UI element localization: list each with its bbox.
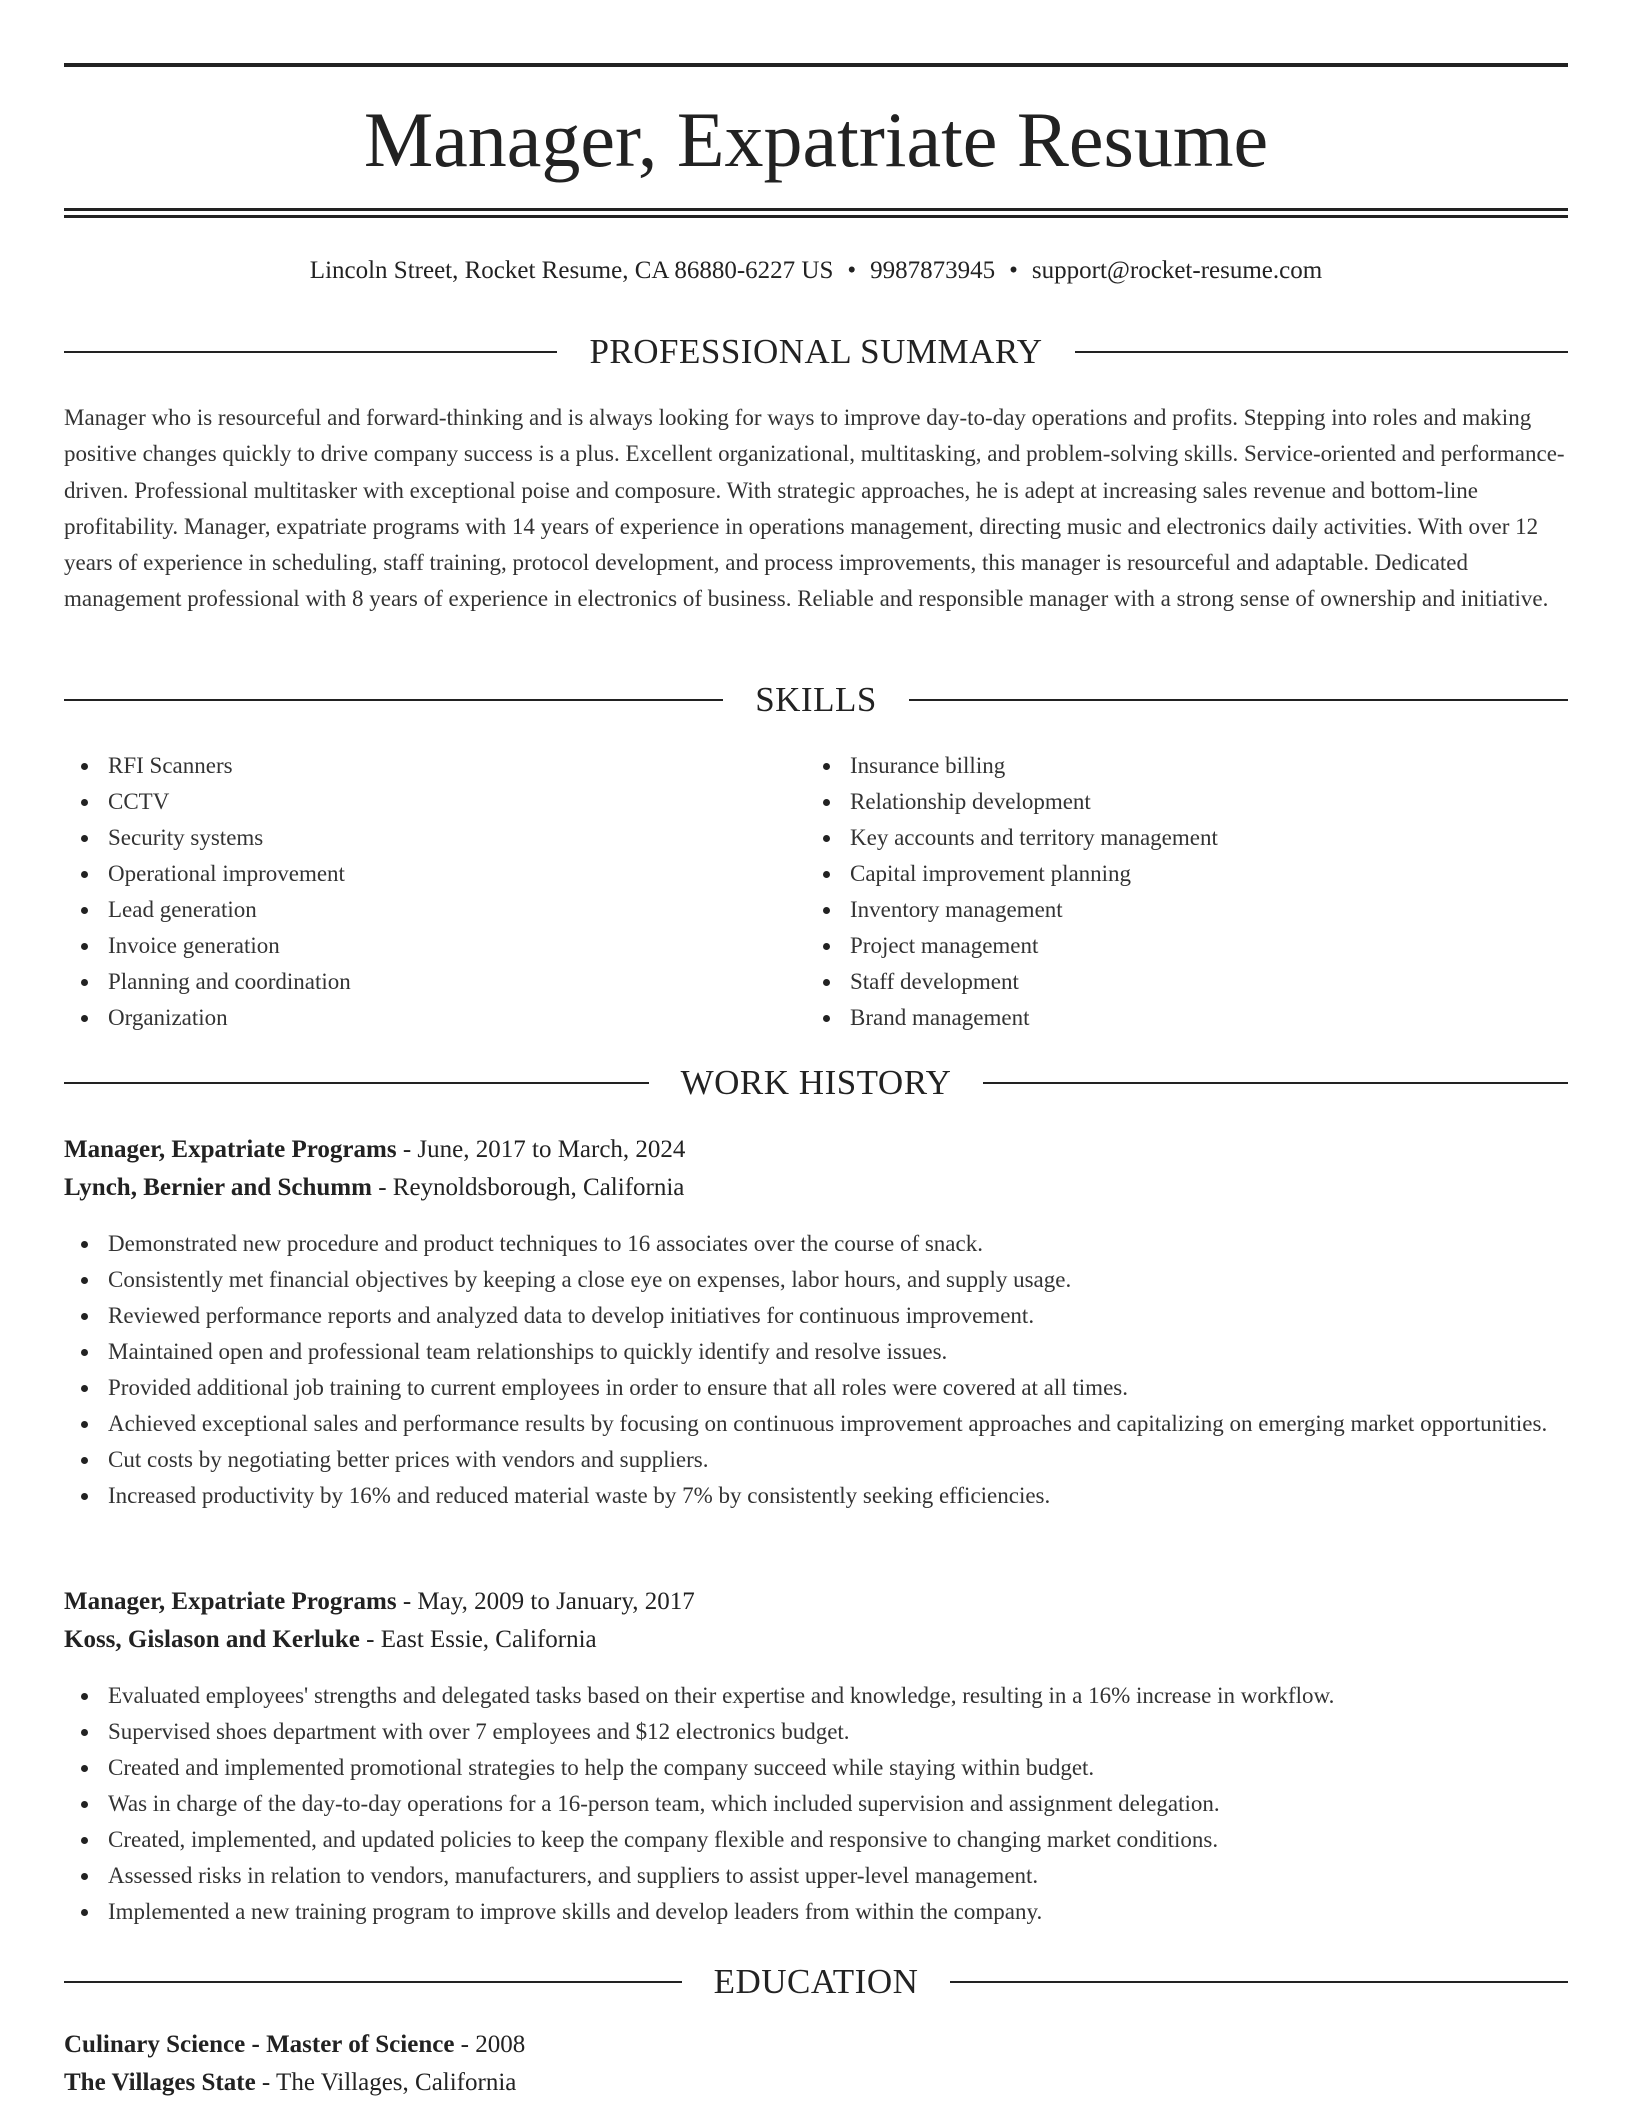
job-dates: - June, 2017 to March, 2024 xyxy=(402,1136,686,1163)
skills-heading-label: SKILLS xyxy=(755,680,877,719)
job-company-line xyxy=(64,1622,1568,1658)
skill-item: Capital improvement planning xyxy=(806,856,1218,892)
education-location: - The Villages, California xyxy=(261,2069,517,2096)
skill-item: Key accounts and territory management xyxy=(806,820,1218,856)
job-bullet: Cut costs by negotiating better prices with vendors and suppliers. xyxy=(64,1442,1568,1478)
job-bullet: Maintained open and professional team relationships to quickly identify and resolve issues. xyxy=(64,1334,1568,1370)
education-school: The Villages State xyxy=(64,2069,256,2096)
contact-email: support@rocket-resume.com xyxy=(1031,257,1323,284)
job-bullet: Increased productivity by 16% and reduced material waste by 7% by consistently seeking efficiencies. xyxy=(64,1478,1568,1514)
header-rule-top xyxy=(64,63,1568,67)
skills-list-right xyxy=(806,748,1218,1036)
skill-item: Organization xyxy=(64,1000,351,1036)
job-bullet: Achieved exceptional sales and performance results by focusing on continuous improvement approaches and capitalizing on emerging market opportunities. xyxy=(64,1406,1568,1442)
skills-list-left xyxy=(64,748,351,1036)
resume-title: Manager, Expatriate Resume xyxy=(363,96,1269,183)
contact-line xyxy=(64,254,1568,288)
job-bullet: Consistently met financial objectives by keeping a close eye on expenses, labor hours, and supply usage. xyxy=(64,1262,1568,1298)
job-bullet: Created and implemented promotional strategies to help the company succeed while staying within budget. xyxy=(64,1750,1568,1786)
education-heading-label: EDUCATION xyxy=(713,1962,919,2001)
skill-item: Operational improvement xyxy=(64,856,351,892)
summary-heading-label: PROFESSIONAL SUMMARY xyxy=(589,332,1043,371)
education-degree: Culinary Science - Master of Science xyxy=(64,2031,455,2058)
work-heading xyxy=(64,1061,1568,1105)
job-company: Koss, Gislason and Kerluke xyxy=(64,1626,360,1653)
job-bullet: Reviewed performance reports and analyzed data to develop initiatives for continuous improvement. xyxy=(64,1298,1568,1334)
job-bullet: Implemented a new training program to improve skills and develop leaders from within the company. xyxy=(64,1894,1568,1930)
skill-item: Insurance billing xyxy=(806,748,1218,784)
contact-phone: 9987873945 xyxy=(870,257,996,284)
skill-item: Lead generation xyxy=(64,892,351,928)
job-bullet: Evaluated employees' strengths and delegated tasks based on their expertise and knowledge, resulting in a 16% increase in workflow. xyxy=(64,1678,1568,1714)
heading-rule xyxy=(983,1082,1568,1084)
header-rule-bottom-second xyxy=(64,215,1568,218)
skill-item: Invoice generation xyxy=(64,928,351,964)
skill-item: CCTV xyxy=(64,784,351,820)
job-bullet: Provided additional job training to current employees in order to ensure that all roles were covered at all times. xyxy=(64,1370,1568,1406)
job-title-line xyxy=(64,1132,1568,1168)
job-bullet: Created, implemented, and updated policies to keep the company flexible and responsive to changing market conditions. xyxy=(64,1822,1568,1858)
heading-rule xyxy=(950,1981,1568,1983)
heading-rule xyxy=(64,1981,682,1983)
job-company-line xyxy=(64,1170,1568,1206)
job-company: Lynch, Bernier and Schumm xyxy=(64,1174,372,1201)
heading-rule xyxy=(64,1082,649,1084)
job-bullet: Assessed risks in relation to vendors, manufacturers, and suppliers to assist upper-level management. xyxy=(64,1858,1568,1894)
heading-rule xyxy=(1075,351,1568,353)
education-school-line xyxy=(64,2065,1568,2101)
header-rule-bottom xyxy=(64,208,1568,211)
job-location: - Reynoldsborough, California xyxy=(378,1174,685,1201)
skill-item: Brand management xyxy=(806,1000,1218,1036)
skill-item: Staff development xyxy=(806,964,1218,1000)
heading-rule xyxy=(64,351,557,353)
contact-separator: • xyxy=(1009,257,1018,284)
job-title: Manager, Expatriate Programs xyxy=(64,1588,397,1615)
skill-item: Inventory management xyxy=(806,892,1218,928)
job-dates: - May, 2009 to January, 2017 xyxy=(402,1588,695,1615)
summary-heading xyxy=(64,330,1568,374)
summary-text: Manager who is resourceful and forward-thinking and is always looking for ways to improve day-to-day operations and profits. Stepping into roles and making positive changes quickly to drive company success is a plus. Excellent organizational, multitasking, and problem-solving skills. Service-oriented and performance-driven. Professional multitasker with exceptional poise and composure. With strategic approaches, he is adept at increasing sales revenue and bottom-line profitability. Manager, expatriate programs with 14 years of experience in operations management, directing music and electronics daily activities. With over 12 years of experience in scheduling, staff training, protocol development, and process improvements, this manager is resourceful and adaptable. Dedicated management professional with 8 years of experience in electronics of business. Reliable and responsible manager with a strong sense of ownership and initiative. xyxy=(64,405,1565,612)
job-bullet: Supervised shoes department with over 7 employees and $12 electronics budget. xyxy=(64,1714,1568,1750)
contact-address: Lincoln Street, Rocket Resume, CA 86880-6227 US xyxy=(309,257,834,284)
education-degree-line xyxy=(64,2027,1568,2063)
skill-item: Project management xyxy=(806,928,1218,964)
job-location: - East Essie, California xyxy=(366,1626,597,1653)
contact-separator: • xyxy=(847,257,857,284)
job-bullet: Demonstrated new procedure and product techniques to 16 associates over the course of snack. xyxy=(64,1226,1568,1262)
education-year: - 2008 xyxy=(460,2031,526,2058)
education-heading xyxy=(64,1960,1568,2004)
skill-item: Relationship development xyxy=(806,784,1218,820)
work-heading-label: WORK HISTORY xyxy=(680,1063,952,1102)
job-bullets xyxy=(64,1678,1568,1930)
heading-rule xyxy=(64,699,723,701)
job-title: Manager, Expatriate Programs xyxy=(64,1136,397,1163)
job-title-line xyxy=(64,1584,1568,1620)
skill-item: RFI Scanners xyxy=(64,748,351,784)
skills-heading xyxy=(64,678,1568,722)
job-bullets xyxy=(64,1226,1568,1514)
skill-item: Planning and coordination xyxy=(64,964,351,1000)
heading-rule xyxy=(909,699,1568,701)
job-bullet: Was in charge of the day-to-day operations for a 16-person team, which included supervision and assignment delegation. xyxy=(64,1786,1568,1822)
skill-item: Security systems xyxy=(64,820,351,856)
